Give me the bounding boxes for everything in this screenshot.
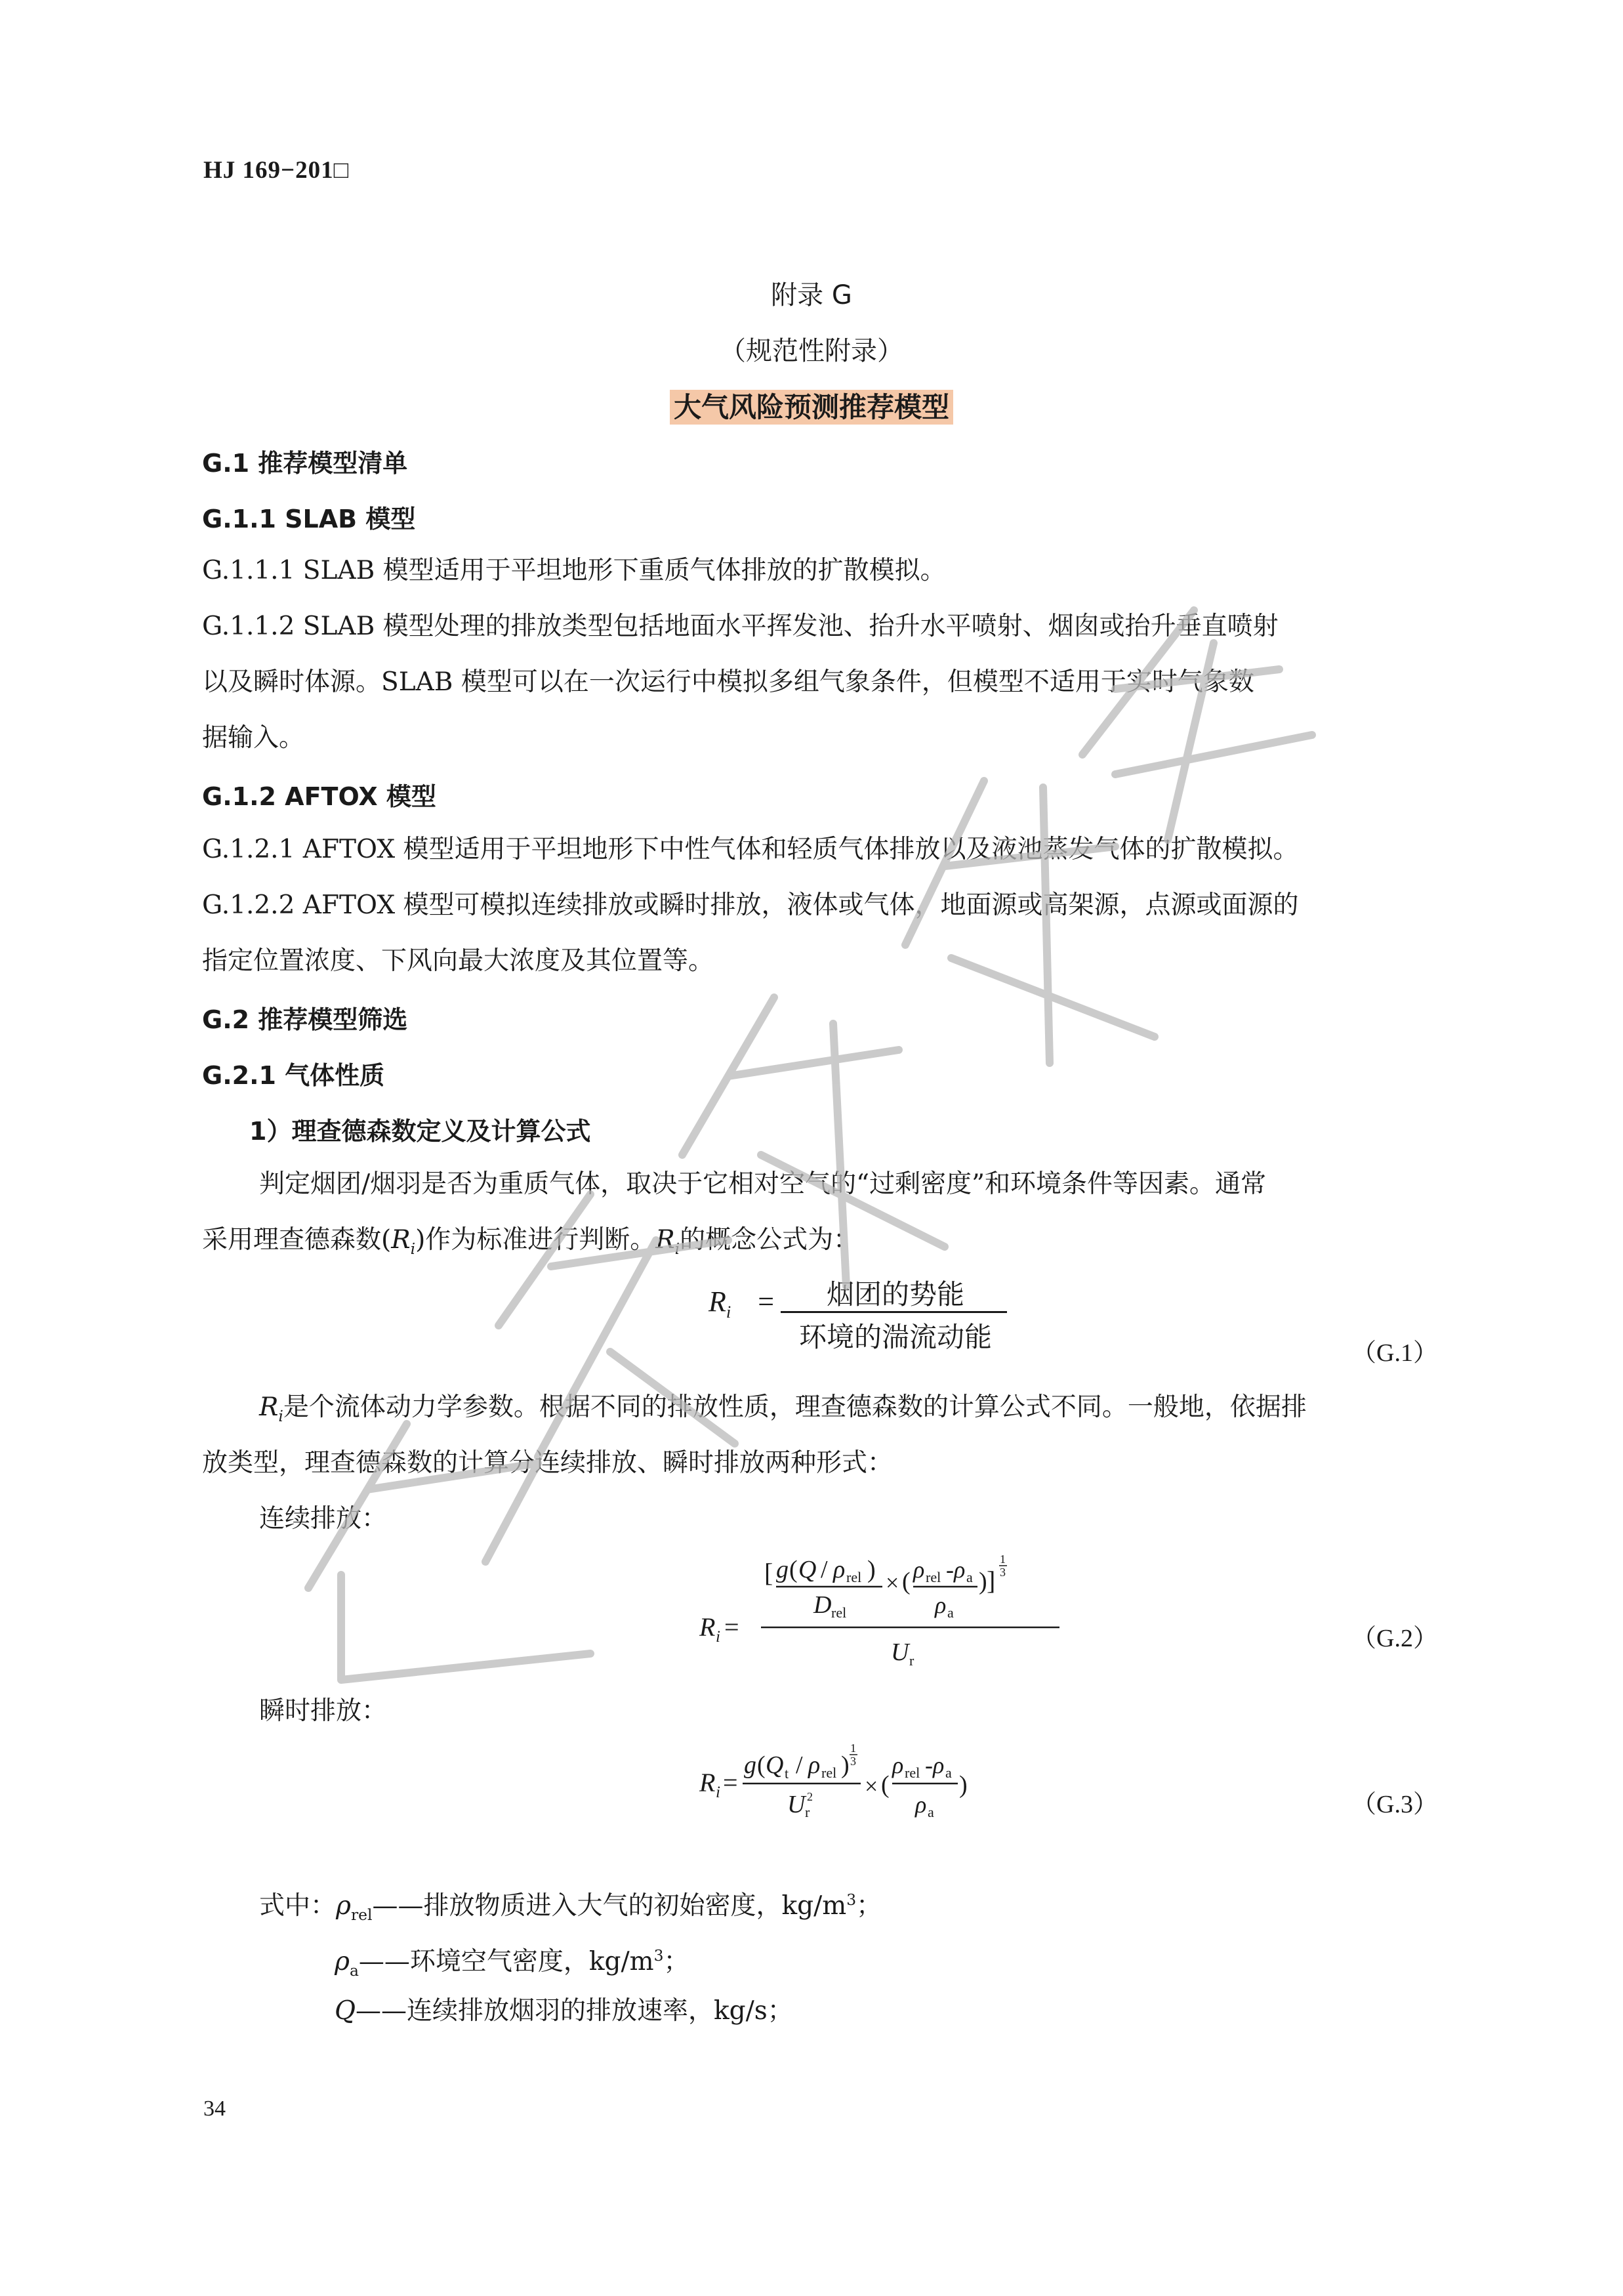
- eq-g1-lhs: [709, 1285, 774, 1322]
- appendix-title: 附录 G: [771, 280, 852, 310]
- para-g112-line2: 以及瞬时体源。SLAB 模型可以在一次运行中模拟多组气象条件，但模型不适用于实时气象数: [202, 667, 1254, 697]
- equals-sign: =: [724, 1612, 739, 1642]
- symbol-i: i: [716, 1784, 720, 1801]
- close-paren: ): [867, 1556, 876, 1583]
- para2-line1: [259, 1379, 1429, 1444]
- symbol-Q: Q: [335, 1996, 356, 2026]
- eq-g1-number: （G.1）: [1351, 1339, 1438, 1367]
- heading-g21: G.2.1 气体性质: [202, 1061, 385, 1090]
- symbol-rho: ρ: [954, 1556, 966, 1583]
- minus-sign: -: [925, 1752, 933, 1778]
- subscript-rel: rel: [926, 1569, 941, 1585]
- heading-g2: G.2 推荐模型筛选: [202, 1005, 408, 1034]
- subscript-rel: rel: [821, 1764, 837, 1781]
- where-label: 式中：: [259, 1891, 337, 1921]
- def-q-text: ——连续排放烟羽的排放速率，kg/s；: [355, 1996, 793, 2026]
- eq-g3-formula: [695, 1732, 1037, 1844]
- appendix-main-title: [0, 386, 1623, 425]
- symbol-rho: ρ: [808, 1751, 821, 1779]
- open-paren: (: [789, 1556, 798, 1583]
- symbol-R: R: [655, 1225, 675, 1255]
- exponent-1: 1: [850, 1742, 856, 1755]
- eq-g2-number: （G.2）: [1351, 1625, 1438, 1652]
- symbol-i: i: [410, 1239, 416, 1258]
- close-paren: ): [841, 1751, 850, 1779]
- eq-g1-fraction-bar: [781, 1311, 1007, 1313]
- close-paren: ): [979, 1568, 987, 1595]
- symbol-rho: ρ: [935, 1592, 947, 1618]
- para1-line2-a: 采用理查德森数(: [202, 1225, 392, 1255]
- subscript-a: a: [928, 1804, 934, 1820]
- symbol-R: R: [709, 1285, 726, 1318]
- exponent-3: 3: [1000, 1566, 1006, 1579]
- para2-line1-text: 是个流体动力学参数。根据不同的排放性质，理查德森数的计算公式不同。一般地，依据排: [283, 1392, 1307, 1422]
- open-bracket: [: [764, 1558, 773, 1587]
- semicolon: ；: [663, 1947, 689, 1976]
- subscript-rel: rel: [831, 1604, 847, 1621]
- symbol-rho: ρ: [335, 1947, 350, 1976]
- times-sign: ×: [865, 1773, 878, 1799]
- subscript-r: r: [805, 1804, 810, 1820]
- para1-line2: [202, 1212, 1429, 1277]
- def-rho-a-text: ——环境空气密度，kg/m: [358, 1947, 654, 1976]
- slash: /: [796, 1751, 803, 1779]
- close-paren: ): [959, 1771, 968, 1799]
- symbol-g: g: [776, 1556, 789, 1583]
- symbol-rho: ρ: [933, 1752, 945, 1778]
- subscript-rel: rel: [350, 1905, 373, 1924]
- eq-g1-numerator: 烟团的势能: [826, 1278, 964, 1310]
- para1-line2-c: 的概念公式为：: [680, 1225, 859, 1255]
- subscript-rel: rel: [905, 1764, 920, 1781]
- exponent-1: 1: [1000, 1553, 1006, 1566]
- para-g121: G.1.2.1 AFTOX 模型适用于平坦地形下中性气体和轻质气体排放以及液池蒸发气体的扩散模拟。: [202, 835, 1299, 864]
- item-1-heading: 1）理查德森数定义及计算公式: [249, 1117, 591, 1146]
- symbol-rho: ρ: [336, 1891, 351, 1921]
- instant-label: 瞬时排放：: [259, 1696, 388, 1726]
- symbol-i: i: [278, 1406, 283, 1425]
- symbol-rho: ρ: [892, 1752, 904, 1778]
- symbol-R: R: [699, 1768, 716, 1797]
- para-g122-line2: 指定位置浓度、下风向最大浓度及其位置等。: [202, 946, 714, 976]
- close-bracket: ]: [987, 1566, 996, 1595]
- subscript-a: a: [349, 1961, 359, 1980]
- symbol-R: R: [259, 1392, 279, 1422]
- equals-sign: =: [723, 1768, 738, 1797]
- para1-line2-b: )作为标准进行判断。: [415, 1225, 656, 1255]
- symbol-U: U: [891, 1639, 909, 1666]
- symbol-D: D: [813, 1591, 832, 1619]
- heading-g12: G.1.2 AFTOX 模型: [202, 782, 436, 811]
- page-number: 34: [203, 2097, 226, 2121]
- symbol-g: g: [744, 1751, 756, 1779]
- subscript-a: a: [966, 1569, 973, 1585]
- symbol-U: U: [787, 1791, 806, 1818]
- para2-line2: 放类型，理查德森数的计算分连续排放、瞬时排放两种形式：: [202, 1448, 894, 1478]
- para-g111: G.1.1.1 SLAB 模型适用于平坦地形下重质气体排放的扩散模拟。: [202, 556, 946, 585]
- superscript-3: 3: [653, 1946, 664, 1965]
- standard-number: HJ 169−201□: [203, 157, 349, 184]
- minus-sign: -: [946, 1556, 954, 1583]
- open-paren: (: [902, 1568, 911, 1595]
- symbol-i: i: [674, 1239, 680, 1258]
- def-rho-rel-text: ——排放物质进入大气的初始密度，kg/m: [372, 1891, 847, 1921]
- symbol-R: R: [699, 1612, 716, 1642]
- times-sign: ×: [886, 1570, 899, 1596]
- para1-line1: 判定烟团/烟羽是否为重质气体，取决于它相对空气的“过剩密度”和环境条件等因素。通常: [259, 1169, 1267, 1199]
- def-q: [335, 1983, 1319, 2039]
- symbol-rho: ρ: [915, 1791, 927, 1818]
- appendix-main-title-text: 大气风险预测推荐模型: [670, 390, 953, 425]
- eq-g1-denominator: 环境的湍流动能: [798, 1321, 992, 1353]
- symbol-rho: ρ: [833, 1556, 846, 1583]
- para-g112-line1: G.1.1.2 SLAB 模型处理的排放类型包括地面水平挥发池、抬升水平喷射、烟囱或抬升垂直喷射: [202, 612, 1279, 641]
- symbol-i: i: [726, 1301, 731, 1322]
- open-paren: (: [757, 1751, 766, 1779]
- symbol-R: R: [391, 1225, 411, 1255]
- eq-g2-formula: [695, 1549, 1063, 1693]
- subscript-t: t: [785, 1765, 789, 1782]
- para-g112-line3: 据输入。: [202, 723, 305, 753]
- open-paren: (: [881, 1771, 890, 1799]
- semicolon: ；: [856, 1891, 882, 1921]
- exponent-2: 2: [807, 1790, 813, 1803]
- superscript-3: 3: [846, 1890, 857, 1909]
- heading-g1: G.1 推荐模型清单: [202, 449, 408, 478]
- subscript-a: a: [945, 1764, 952, 1781]
- eq-g3-number: （G.3）: [1351, 1791, 1438, 1818]
- subscript-a: a: [947, 1604, 954, 1621]
- equals-sign: =: [758, 1285, 775, 1318]
- heading-g11: G.1.1 SLAB 模型: [202, 505, 416, 533]
- symbol-i: i: [716, 1628, 720, 1646]
- appendix-subtitle: （规范性附录）: [720, 336, 903, 366]
- exponent-3: 3: [850, 1755, 856, 1768]
- symbol-rho: ρ: [913, 1556, 925, 1583]
- slash: /: [821, 1556, 828, 1583]
- symbol-Qt: Q: [766, 1751, 784, 1779]
- symbol-Q: Q: [798, 1556, 817, 1583]
- subscript-rel: rel: [846, 1569, 862, 1585]
- para-g122-line1: G.1.2.2 AFTOX 模型可模拟连续排放或瞬时排放，液体或气体，地面源或高架源，点源或面源的: [202, 890, 1299, 920]
- continuous-label: 连续排放：: [259, 1504, 388, 1534]
- subscript-r: r: [909, 1652, 914, 1669]
